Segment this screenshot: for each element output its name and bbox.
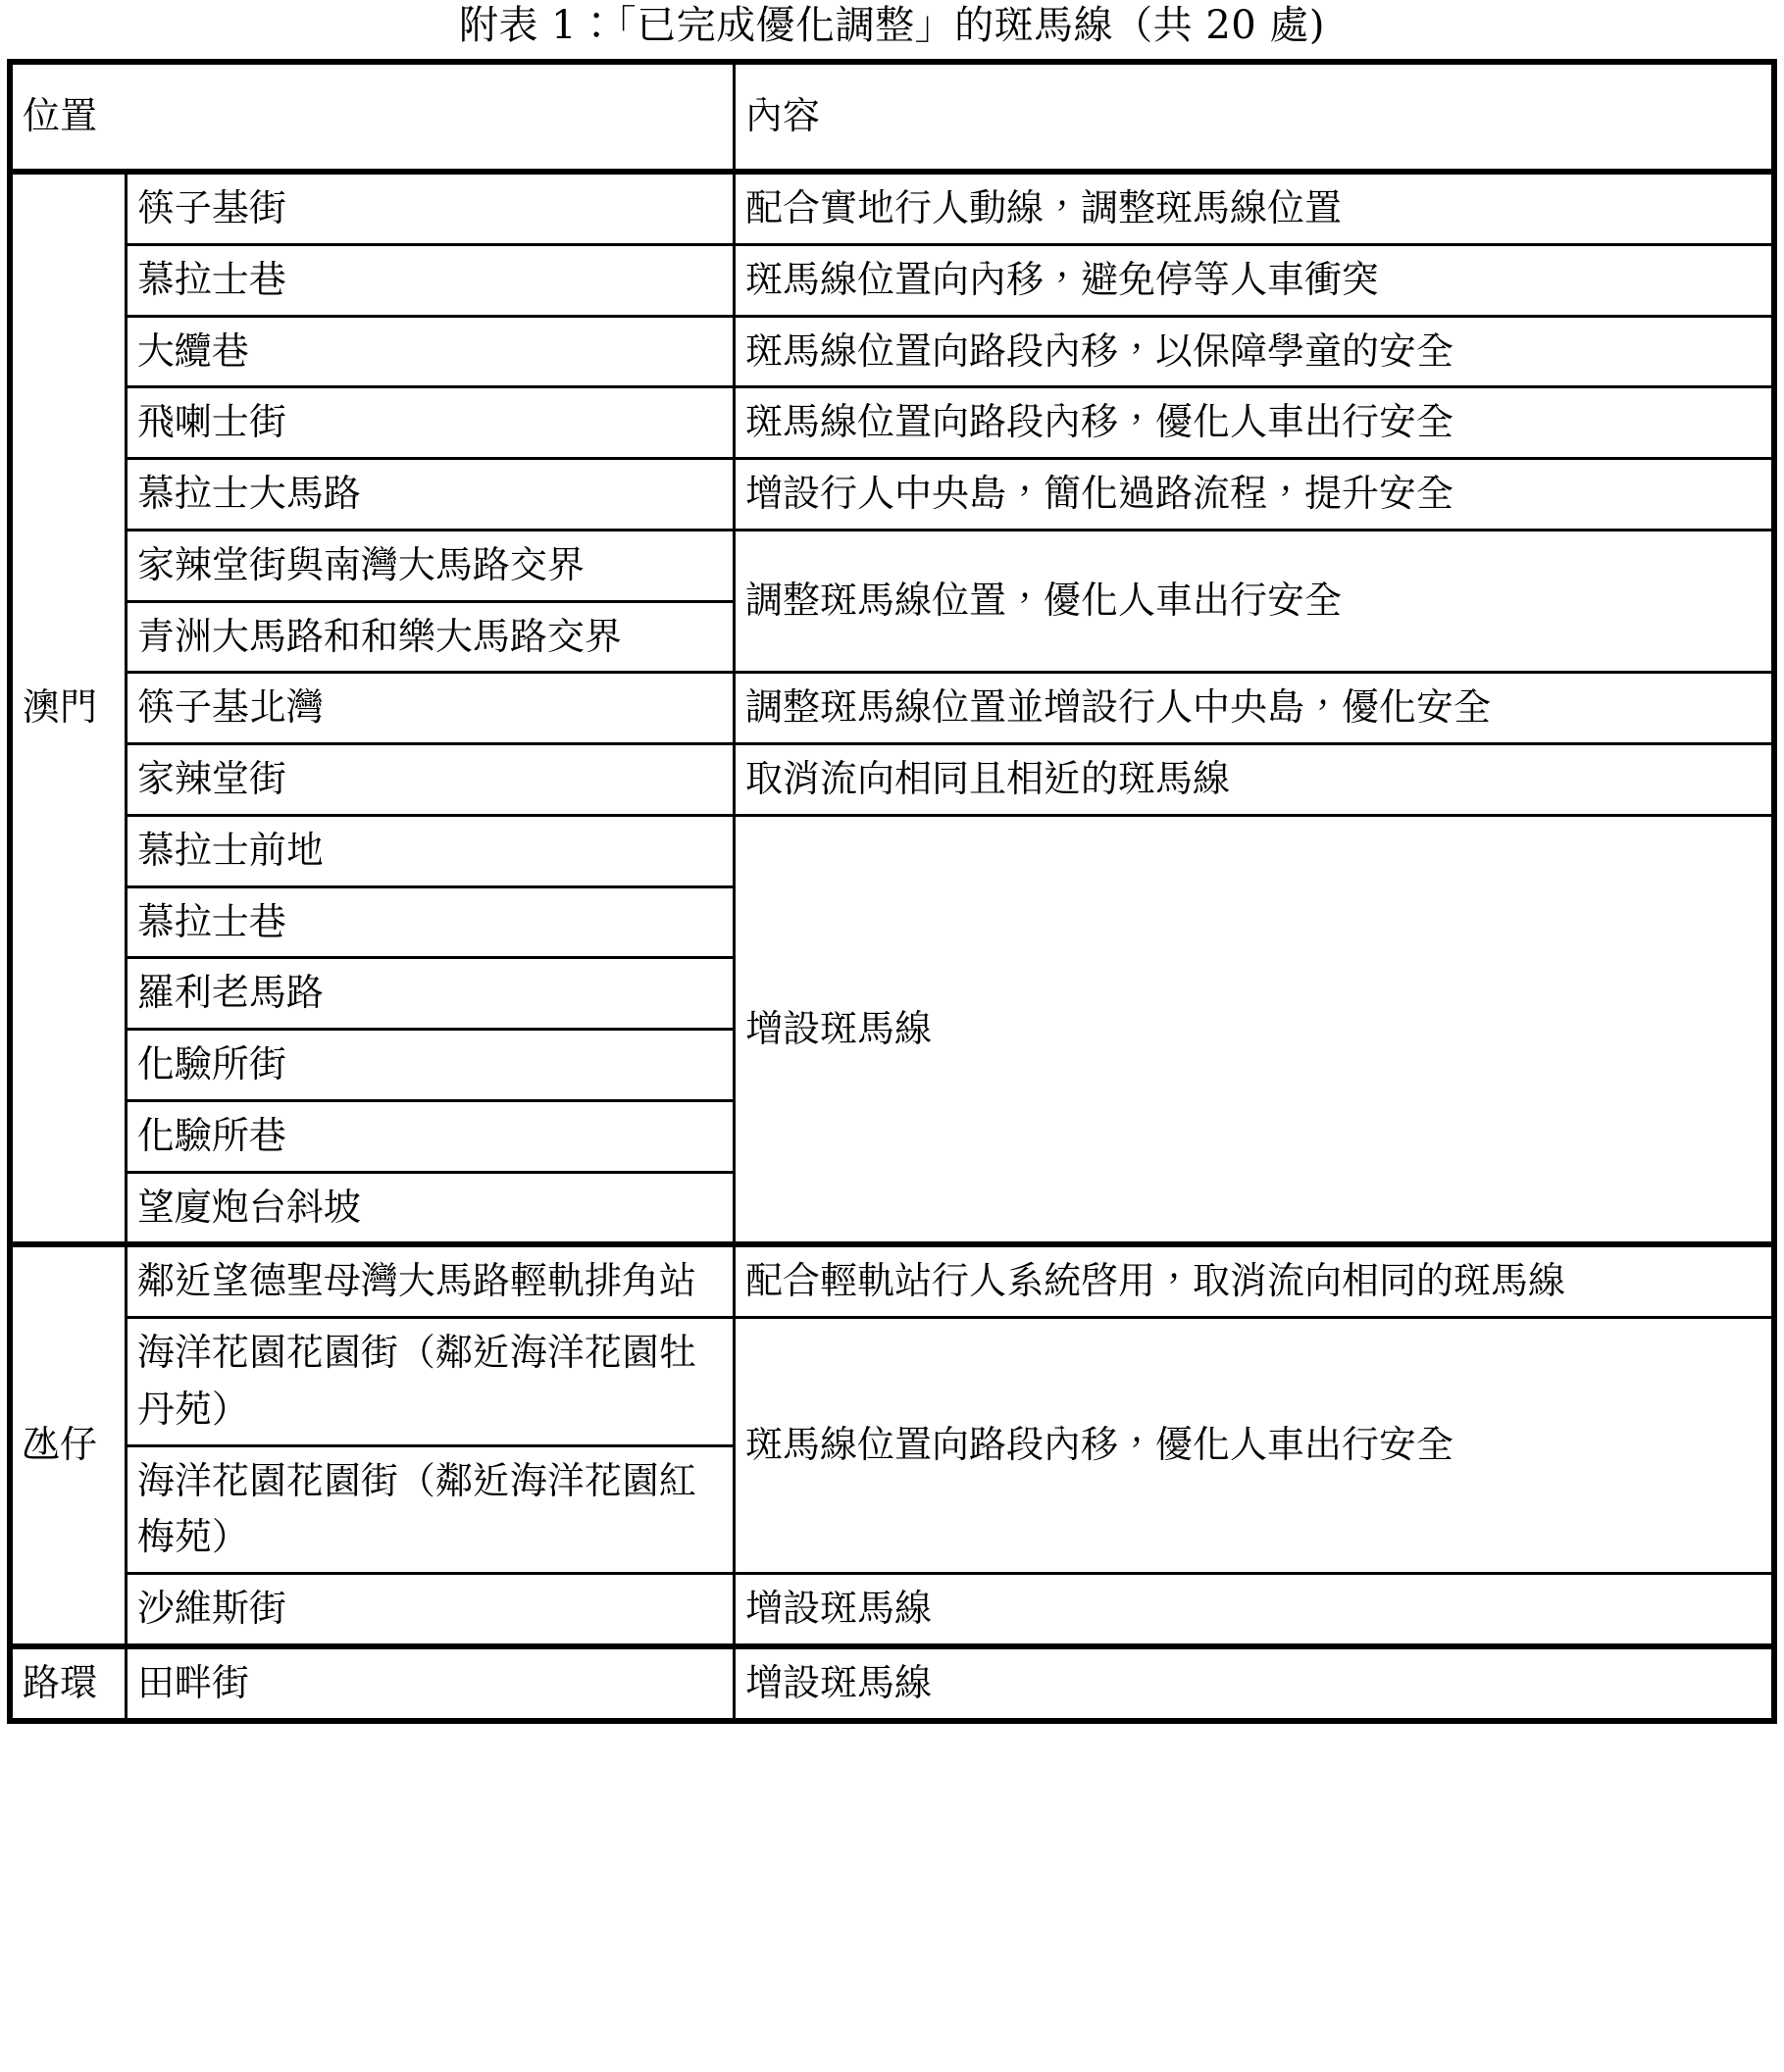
table-row <box>10 530 1774 601</box>
location-cell: 飛喇士街 <box>126 387 734 459</box>
table-row <box>10 244 1774 316</box>
header-row <box>10 62 1774 172</box>
location-cell: 海洋花園花園街（鄰近海洋花園紅梅苑） <box>126 1445 734 1574</box>
location-cell: 家辣堂街 <box>126 744 734 816</box>
column-header-content: 內容 <box>734 62 1774 172</box>
location-cell: 大纜巷 <box>126 316 734 387</box>
location-cell: 慕拉士大馬路 <box>126 459 734 531</box>
location-cell: 家辣堂街與南灣大馬路交界 <box>126 530 734 601</box>
table-row <box>10 387 1774 459</box>
table-row <box>10 673 1774 744</box>
crosswalk-table <box>7 59 1777 1724</box>
table-row <box>10 744 1774 816</box>
content-cell: 斑馬線位置向內移，避免停等人車衝突 <box>734 244 1774 316</box>
table-row <box>10 1574 1774 1646</box>
location-cell: 筷子基北灣 <box>126 673 734 744</box>
location-cell: 沙維斯街 <box>126 1574 734 1646</box>
location-cell: 慕拉士前地 <box>126 815 734 886</box>
location-cell: 羅利老馬路 <box>126 958 734 1030</box>
location-cell: 鄰近望德聖母灣大馬路輕軌排角站 <box>126 1244 734 1317</box>
table-row <box>10 459 1774 531</box>
table-row <box>10 1646 1774 1721</box>
content-cell: 配合輕軌站行人系統啓用，取消流向相同的斑馬線 <box>734 1244 1774 1317</box>
table-row <box>10 1318 1774 1446</box>
content-cell: 斑馬線位置向路段內移，優化人車出行安全 <box>734 1318 1774 1574</box>
location-cell: 筷子基街 <box>126 172 734 244</box>
location-cell: 化驗所街 <box>126 1030 734 1101</box>
content-cell: 配合實地行人動線，調整斑馬線位置 <box>734 172 1774 244</box>
content-cell: 增設斑馬線 <box>734 1646 1774 1721</box>
table-row <box>10 815 1774 886</box>
page-title: 附表 1：「已完成優化調整」的斑馬線（共 20 處) <box>458 3 1326 48</box>
region-label: 路環 <box>10 1646 126 1721</box>
content-cell: 調整斑馬線位置並增設行人中央島，優化安全 <box>734 673 1774 744</box>
content-cell: 增設斑馬線 <box>734 815 1774 1244</box>
table-header <box>10 62 1774 172</box>
table-body <box>10 172 1774 1721</box>
table-row <box>10 172 1774 244</box>
region-label: 氹仔 <box>10 1244 126 1646</box>
location-cell: 望廈炮台斜坡 <box>126 1172 734 1244</box>
content-cell: 調整斑馬線位置，優化人車出行安全 <box>734 530 1774 673</box>
table-row <box>10 316 1774 387</box>
location-cell: 化驗所巷 <box>126 1100 734 1172</box>
location-cell: 海洋花園花園街（鄰近海洋花園牡丹苑） <box>126 1318 734 1446</box>
table-row <box>10 1244 1774 1317</box>
location-cell: 田畔街 <box>126 1646 734 1721</box>
content-cell: 斑馬線位置向路段內移，以保障學童的安全 <box>734 316 1774 387</box>
content-cell: 增設行人中央島，簡化過路流程，提升安全 <box>734 459 1774 531</box>
content-cell: 取消流向相同且相近的斑馬線 <box>734 744 1774 816</box>
column-header-location: 位置 <box>10 62 734 172</box>
location-cell: 慕拉士巷 <box>126 244 734 316</box>
content-cell: 增設斑馬線 <box>734 1574 1774 1646</box>
content-cell: 斑馬線位置向路段內移，優化人車出行安全 <box>734 387 1774 459</box>
region-label: 澳門 <box>10 172 126 1244</box>
location-cell: 青洲大馬路和和樂大馬路交界 <box>126 601 734 673</box>
location-cell: 慕拉士巷 <box>126 886 734 958</box>
